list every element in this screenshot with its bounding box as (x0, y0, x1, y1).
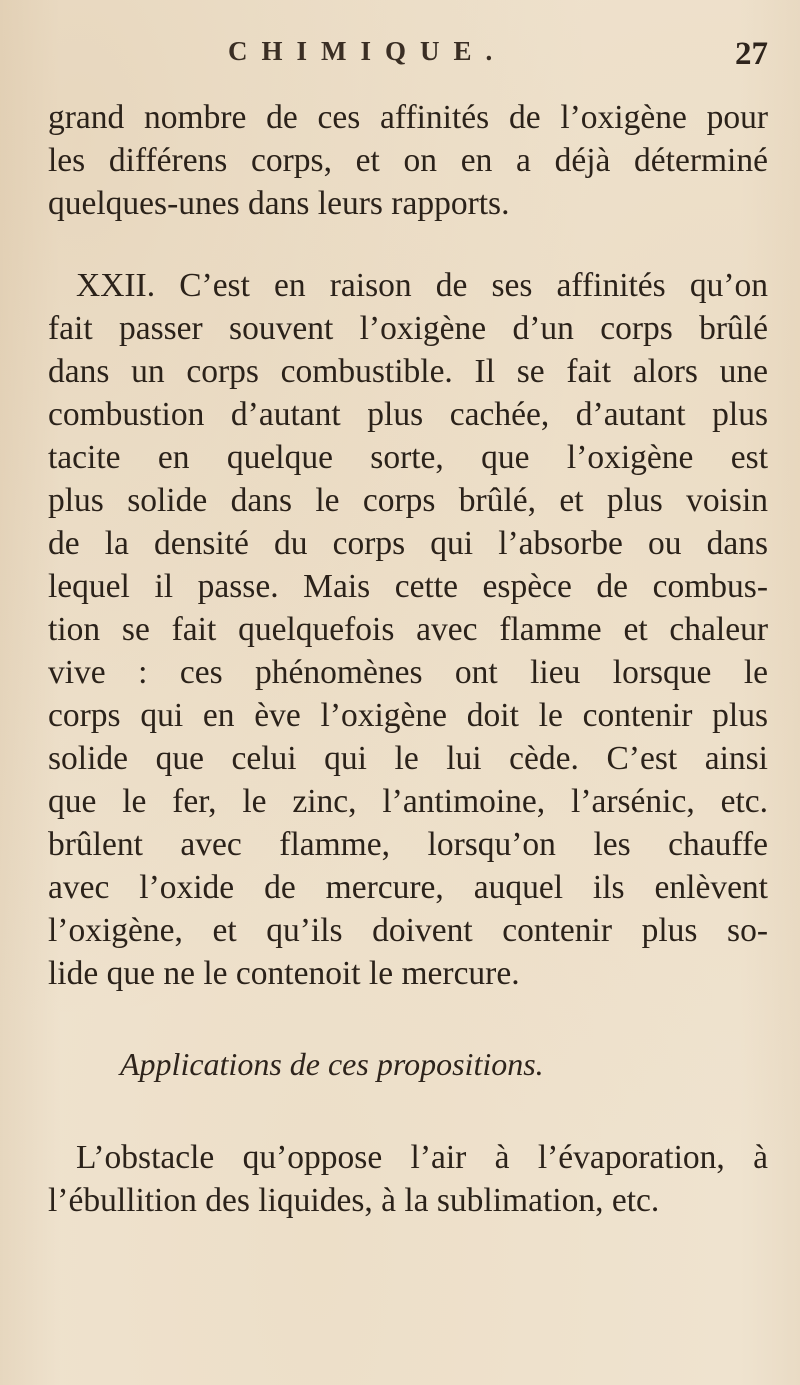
section-heading: Applications de ces propositions. (120, 1046, 544, 1082)
text-line: corps qui en ève l’oxigène doit le contenir plus (48, 697, 768, 734)
text-line: solide que celui qui le lui cède. C’est ainsi (48, 740, 768, 777)
text-line: plus solide dans le corps brûlé, et plus voisin (48, 482, 768, 519)
text-line: les différens corps, et on en a déjà déterminé (48, 142, 768, 179)
text-line: combustion d’autant plus cachée, d’autant plus (48, 396, 768, 433)
text-line: tion se fait quelquefois avec flamme et chaleur (48, 611, 768, 648)
text-line: vive : ces phénomènes ont lieu lorsque le (48, 654, 768, 691)
page-number: 27 (735, 36, 768, 72)
text-line: de la densité du corps qui l’absorbe ou dans (48, 525, 768, 562)
text-line: l’oxigène, et qu’ils doivent contenir plus so- (48, 912, 768, 949)
text-line: lequel il passe. Mais cette espèce de combus- (48, 568, 768, 605)
text-line: que le fer, le zinc, l’antimoine, l’arsénic, etc. (48, 783, 768, 820)
text-line: L’obstacle qu’oppose l’air à l’évaporation, à (76, 1139, 768, 1176)
running-head (200, 36, 768, 80)
text-line: quelques-unes dans leurs rapports. (48, 185, 510, 222)
running-title: CHIMIQUE. (228, 36, 507, 66)
text-line: dans un corps combustible. Il se fait alors une (48, 353, 768, 390)
text-line: tacite en quelque sorte, que l’oxigène est (48, 439, 768, 476)
text-line: avec l’oxide de mercure, auquel ils enlèvent (48, 869, 768, 906)
text-line: fait passer souvent l’oxigène d’un corps brûlé (48, 310, 768, 347)
text-line: grand nombre de ces affinités de l’oxigène pour (48, 99, 768, 136)
text-line: lide que ne le contenoit le mercure. (48, 955, 520, 992)
text-line: XXII. C’est en raison de ses affinités qu’on (76, 267, 768, 304)
text-line: l’ébullition des liquides, à la sublimation, etc. (48, 1182, 660, 1219)
text-line: brûlent avec flamme, lorsqu’on les chauffe (48, 826, 768, 863)
